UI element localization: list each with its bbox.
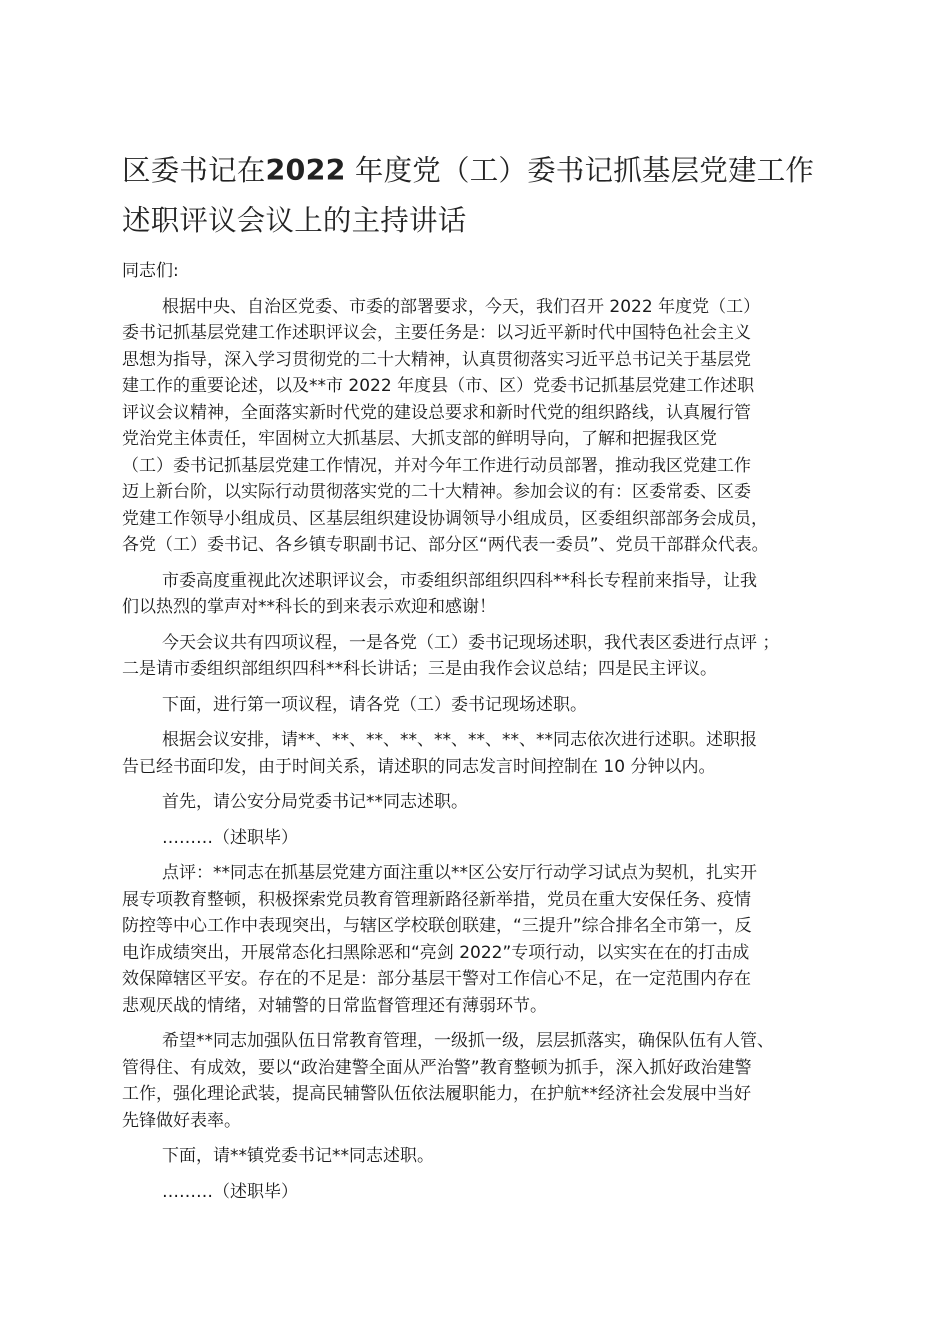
paragraph-line: 建工作的重要论述，以及**市 2022 年度县（市、区）党委书记抓基层党建工作述职 — [122, 376, 755, 396]
paragraph-line: 悲观厌战的情绪，对辅警的日常监督管理还有薄弱环节。 — [122, 995, 547, 1016]
paragraph-line: 告已经书面印发，由于时间关系，请述职的同志发言时间控制在 10 分钟以内。 — [122, 756, 716, 777]
paragraph — [122, 727, 854, 780]
salutation: 同志们: — [122, 261, 179, 281]
paragraph-line: 效保障辖区平安。存在的不足是：部分基层干警对工作信心不足，在一定范围内存在 — [122, 969, 751, 989]
paragraph-line: 评议会议精神，全面落实新时代党的建设总要求和新时代党的组织路线，认真履行管 — [122, 402, 751, 423]
paragraph-line: 下面，进行第一项议程，请各党（工）委书记现场述职。 — [162, 694, 587, 715]
paragraph — [122, 1179, 854, 1206]
paragraph-line: 工作，强化理论武装，提高民辅警队伍依法履职能力，在护航**经济社会发展中当好 — [122, 1084, 751, 1104]
paragraph — [122, 860, 854, 1019]
paragraph-line: 党建工作领导小组成员、区基层组织建设协调领导小组成员，区委组织部部务会成员， — [122, 508, 768, 529]
paragraph — [122, 294, 854, 559]
document-title — [122, 146, 842, 246]
paragraph-line: （工）委书记抓基层党建工作情况，并对今年工作进行动员部署，推动我区党建工作 — [122, 455, 751, 476]
paragraph-line: 电诈成绩突出，开展常态化扫黑除恶和“亮剑 2022”专项行动，以实实在在的打击成 — [122, 942, 750, 963]
paragraph-line: ………（述职毕） — [162, 1181, 298, 1202]
paragraph — [122, 568, 854, 621]
title-line-1-before: 区委书记在 — [122, 154, 266, 187]
paragraph-line: 根据会议安排，请**、**、**、**、**、**、**、**同志依次进行述职。述职报 — [162, 730, 757, 750]
document-body — [122, 258, 854, 1214]
title-line-1 — [122, 146, 842, 196]
paragraph — [122, 1028, 854, 1134]
paragraph-line: 二是请市委组织部组织四科**科长讲话；三是由我作会议总结；四是民主评议。 — [122, 659, 717, 679]
title-line-2: 述职评议会议上的主持讲话 — [122, 204, 467, 237]
paragraph — [122, 630, 854, 683]
paragraph — [122, 692, 854, 719]
title-year: 2022 — [265, 154, 346, 187]
paragraph-line: 思想为指导，深入学习贯彻党的二十大精神，认真贯彻落实习近平总书记关于基层党 — [122, 349, 751, 370]
paragraph-line: 首先，请公安分局党委书记**同志述职。 — [162, 792, 468, 812]
paragraph-line: 委书记抓基层党建工作述职评议会，主要任务是：以习近平新时代中国特色社会主义 — [122, 323, 751, 343]
paragraph-line: 们以热烈的掌声对**科长的到来表示欢迎和感谢！ — [122, 597, 496, 617]
title-line-1-after: 年度党（工）委书记抓基层党建工作 — [354, 154, 815, 187]
paragraph — [122, 825, 854, 852]
paragraph-list — [122, 294, 854, 1206]
paragraph-line: 管得住、有成效，要以“政治建警全面从严治警”教育整顿为抓手，深入抓好政治建警 — [122, 1057, 752, 1078]
paragraph-line: 下面，请**镇党委书记**同志述职。 — [162, 1146, 434, 1166]
paragraph-line: 迈上新台阶，以实际行动贯彻落实党的二十大精神。参加会议的有：区委常委、区委 — [122, 482, 751, 502]
paragraph-line: 今天会议共有四项议程，一是各党（工）委书记现场述职，我代表区委进行点评 ； — [162, 632, 780, 653]
paragraph — [122, 789, 854, 816]
paragraph-line: 展专项教育整顿，积极探索党员教育管理新路径新举措，党员在重大安保任务、疫情 — [122, 889, 751, 910]
paragraph-line: ………（述职毕） — [162, 827, 298, 848]
paragraph-line: 先锋做好表率。 — [122, 1110, 241, 1131]
paragraph — [122, 1143, 854, 1170]
paragraph-line: 防控等中心工作中表现突出，与辖区学校联创联建，“三提升”综合排名全市第一，反 — [122, 916, 752, 936]
paragraph-line: 党治党主体责任，牢固树立大抓基层、大抓支部的鲜明导向，了解和把握我区党 — [122, 429, 717, 449]
paragraph-line: 各党（工）委书记、各乡镇专职副书记、部分区“两代表一委员”、党员干部群众代表。 — [122, 535, 769, 555]
paragraph-line: 市委高度重视此次述职评议会，市委组织部组织四科**科长专程前来指导，让我 — [162, 570, 757, 591]
paragraph-line: 希望**同志加强队伍日常教育管理，一级抓一级，层层抓落实，确保队伍有人管、 — [162, 1031, 774, 1051]
paragraph-line: 根据中央、自治区党委、市委的部署要求，今天，我们召开 2022 年度党（工） — [162, 296, 761, 317]
paragraph-line: 点评：**同志在抓基层党建方面注重以**区公安厅行动学习试点为契机，扎实开 — [162, 863, 757, 883]
